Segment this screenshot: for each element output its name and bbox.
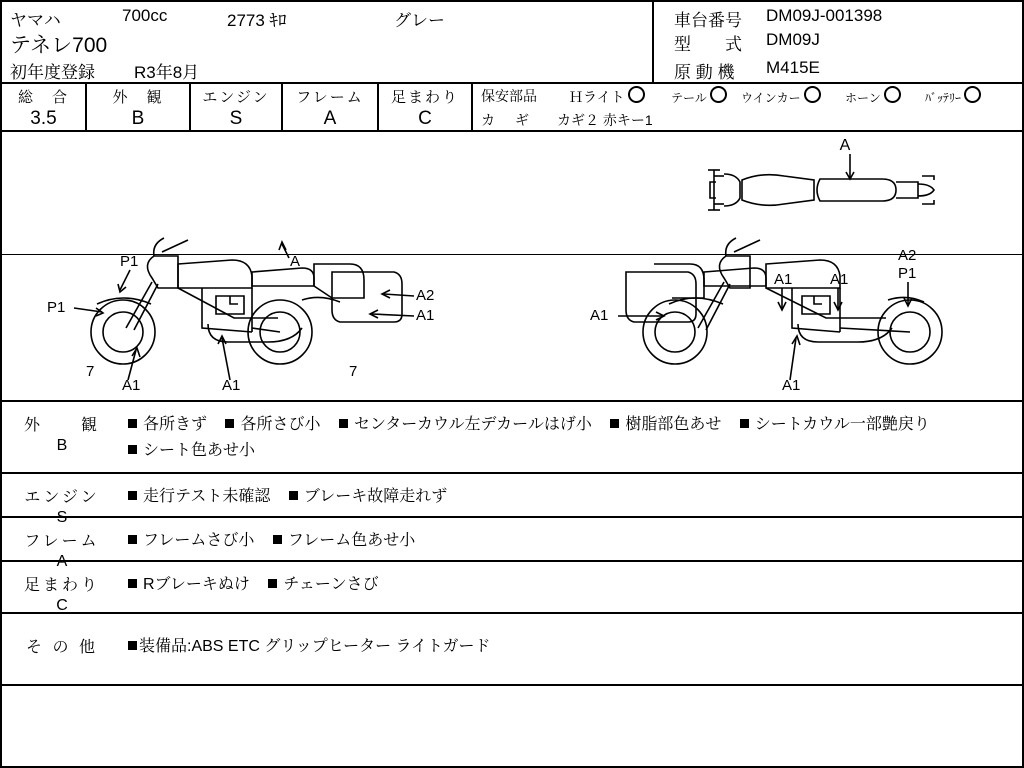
bullet-square-icon	[128, 579, 137, 588]
frame-number-value: DM09J-001398	[766, 6, 883, 25]
note-row-frame	[2, 518, 1022, 570]
header-left	[2, 2, 652, 82]
svg-text:A1: A1	[222, 377, 241, 394]
grade-value-total: 3.5	[30, 108, 57, 129]
svg-text:7: 7	[86, 363, 95, 380]
bullet-square-icon	[610, 419, 619, 428]
svg-text:A2: A2	[416, 287, 435, 304]
header-row-registration	[2, 56, 652, 82]
note-category-suspension	[2, 562, 122, 615]
side-view-right-motorcycle	[626, 238, 942, 364]
note-category-frame-grade: A	[56, 553, 68, 570]
bullet-square-icon	[273, 535, 282, 544]
safety-item-tail-label: テール	[671, 91, 707, 105]
svg-text:P1: P1	[47, 299, 66, 316]
note-body-other	[128, 634, 1016, 660]
header-section	[2, 2, 1022, 84]
first-registration-value: R3年8月	[134, 63, 200, 82]
note-body-exterior	[128, 412, 1016, 464]
svg-text:A1: A1	[590, 307, 609, 324]
grade-cell-total	[2, 84, 87, 130]
safety-parts-row	[473, 86, 1022, 108]
note-item: 樹脂部色あせ	[625, 416, 722, 433]
key-label: カ ギ	[481, 112, 532, 128]
note-category-other	[2, 614, 122, 659]
grade-label-frame: フレーム	[296, 89, 364, 106]
svg-text:A2: A2	[898, 247, 917, 264]
grade-label-suspension: 足まわり	[390, 89, 459, 106]
key-row	[473, 108, 1022, 130]
note-category-frame-label: フレーム	[24, 533, 100, 550]
bullet-square-icon	[225, 419, 234, 428]
note-category-engine-label: エンジン	[24, 489, 100, 506]
safety-item-battery-mark	[964, 86, 981, 103]
displacement-value: 700cc	[122, 6, 168, 25]
top-view-motorcycle	[708, 170, 934, 210]
safety-parts-section	[473, 84, 1022, 130]
note-category-exterior-grade: B	[56, 437, 68, 454]
damage-diagram-section	[2, 132, 1022, 402]
grade-value-exterior: B	[131, 108, 145, 129]
note-item: シート色あせ小	[143, 442, 256, 459]
safety-parts-title: 保安部品	[481, 88, 537, 104]
frame-number-label: 車台番号	[674, 11, 742, 30]
grade-cell-engine	[191, 84, 283, 130]
bullet-square-icon	[740, 419, 749, 428]
svg-text:A1: A1	[774, 271, 793, 288]
note-row-suspension	[2, 562, 1022, 614]
grade-value-engine: S	[229, 108, 243, 129]
bullet-square-icon	[128, 641, 137, 650]
note-row-exterior	[2, 402, 1022, 474]
svg-text:7: 7	[349, 363, 358, 380]
grade-value-frame: A	[323, 108, 337, 129]
bullet-square-icon	[128, 445, 137, 454]
grade-cell-suspension	[379, 84, 473, 130]
safety-item-horn-label: ホーン	[845, 91, 881, 105]
safety-item-winker-mark	[804, 86, 821, 103]
engine-value: M415E	[766, 58, 820, 77]
header-row-model	[2, 28, 652, 56]
note-category-suspension-grade: C	[56, 597, 68, 614]
note-item: 各所きず	[143, 416, 208, 433]
mileage-value: 2773 ｷﾛ	[227, 11, 287, 30]
grade-cell-exterior	[87, 84, 191, 130]
bullet-square-icon	[128, 419, 137, 428]
svg-text:P1: P1	[898, 265, 917, 282]
grade-cell-frame	[283, 84, 379, 130]
note-item: Rブレーキぬけ	[143, 576, 250, 593]
svg-text:A: A	[290, 253, 301, 270]
note-item: 各所さび小	[240, 416, 321, 433]
note-item: チェーンさび	[283, 576, 379, 593]
safety-item-horn-mark	[884, 86, 901, 103]
header-row-frame-no	[654, 4, 1022, 30]
side-view-right-leaders	[618, 282, 912, 380]
top-view-label-A	[840, 137, 854, 179]
side-view-right-labels	[590, 247, 916, 394]
bullet-square-icon	[268, 579, 277, 588]
note-item: ブレーキ故障走れず	[303, 488, 448, 505]
note-body-suspension	[128, 572, 1016, 598]
safety-item-headlight-mark	[628, 86, 645, 103]
safety-item-winker-label: ウインカー	[741, 91, 801, 105]
note-category-other-label: そ の 他	[26, 639, 98, 656]
note-category-exterior	[2, 402, 122, 455]
note-category-suspension-label: 足まわり	[23, 577, 100, 594]
grade-label-engine: エンジン	[202, 89, 270, 106]
note-item: フレームさび小	[143, 532, 255, 549]
grade-label-total: 総 合	[17, 89, 69, 106]
bullet-square-icon	[339, 419, 348, 428]
header-row-type	[654, 28, 1022, 56]
grade-label-exterior: 外 観	[112, 89, 164, 106]
note-item: 走行テスト未確認	[143, 488, 271, 505]
key-value: カギ２ 赤キー1	[557, 112, 653, 128]
model-name-value: テネレ700	[10, 34, 108, 57]
note-category-engine-grade: S	[56, 509, 68, 526]
grade-value-suspension: C	[418, 108, 432, 129]
note-item: シートカウル一部艶戻り	[754, 416, 930, 433]
safety-item-tail-mark	[710, 86, 727, 103]
type-value: DM09J	[766, 30, 820, 49]
svg-text:A1: A1	[416, 307, 435, 324]
bullet-square-icon	[128, 535, 137, 544]
svg-text:A1: A1	[782, 377, 801, 394]
bullet-square-icon	[289, 491, 298, 500]
svg-text:A1: A1	[830, 271, 849, 288]
safety-item-headlight-label: Ｈライト	[569, 89, 625, 105]
note-body-frame	[128, 528, 1016, 554]
color-value: グレー	[394, 11, 445, 30]
svg-text:P1: P1	[120, 253, 139, 270]
engine-label: 原 動 機	[674, 63, 735, 82]
svg-text:A1: A1	[122, 377, 141, 394]
header-right	[652, 2, 1022, 82]
note-category-exterior-label: 外 観	[23, 417, 100, 434]
motorcycle-diagram	[2, 132, 1022, 400]
first-registration-label: 初年度登録	[10, 63, 95, 82]
note-row-engine	[2, 474, 1022, 526]
note-item: センターカウル左デカールはげ小	[353, 416, 592, 433]
note-row-blank	[2, 686, 1022, 746]
header-row-basic	[2, 4, 652, 30]
bullet-square-icon	[128, 491, 137, 500]
note-row-other	[2, 614, 1022, 686]
note-body-engine	[128, 484, 1016, 510]
type-label: 型 式	[674, 35, 742, 54]
note-item: 装備品:ABS ETC グリップヒーター ライトガード	[139, 638, 491, 655]
header-row-engine	[654, 56, 1022, 82]
safety-item-battery-label: ﾊﾞｯﾃﾘｰ	[925, 91, 962, 105]
grades-section	[2, 84, 1022, 132]
maker-value: ヤマハ	[10, 11, 61, 30]
svg-text:A: A	[839, 137, 851, 154]
note-item: フレーム色あせ小	[287, 532, 416, 549]
diagram-divider	[2, 254, 1022, 255]
